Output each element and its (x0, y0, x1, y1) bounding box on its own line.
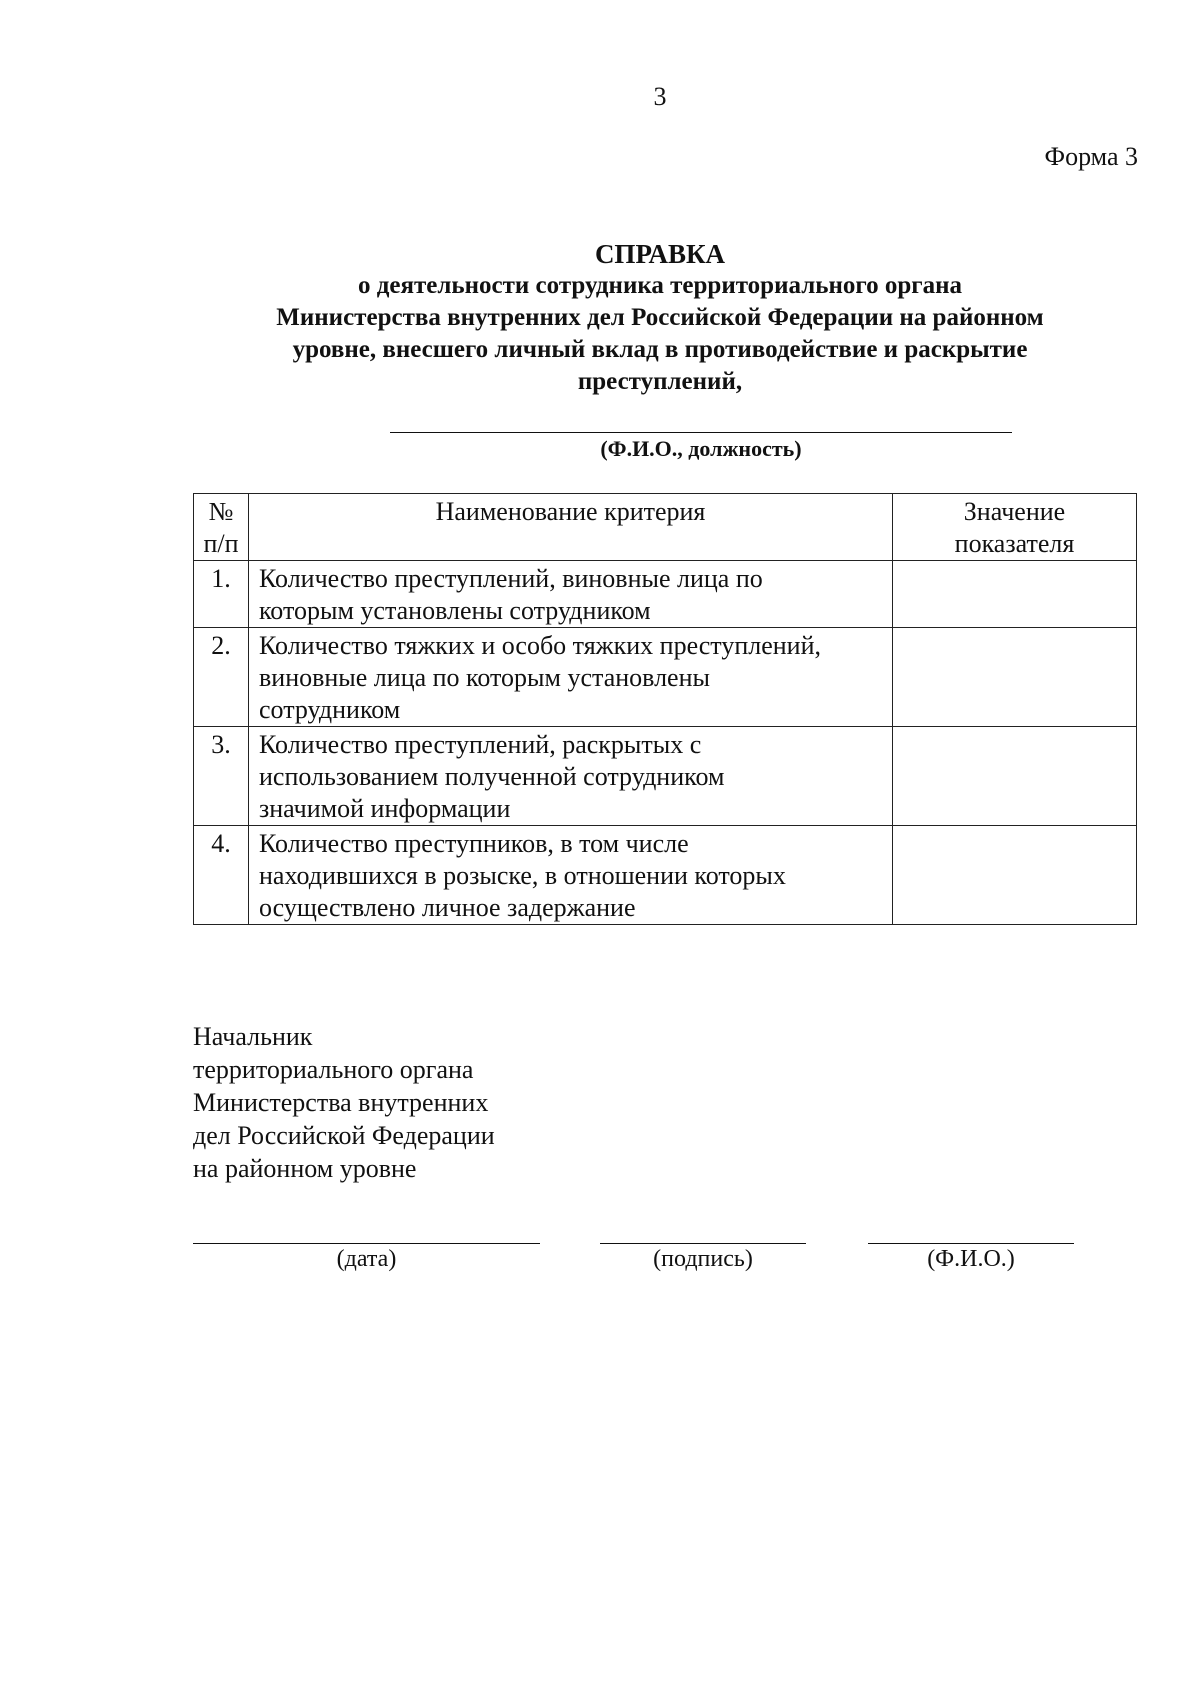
criterion-line: Количество преступников, в том числе (259, 829, 689, 858)
signature-field-caption: (подпись) (653, 1246, 753, 1272)
subtitle-line: о деятельности сотрудника территориального органа (357, 272, 963, 299)
name-field-line[interactable] (390, 432, 1012, 433)
row-criterion (249, 727, 893, 826)
criterion-line: использованием полученной сотрудником (259, 762, 725, 791)
table-row (194, 561, 1137, 628)
subtitle-line: преступлений, (577, 368, 743, 395)
criterion-line: значимой информации (259, 794, 511, 823)
signatory-line: Министерства внутренних (193, 1088, 489, 1117)
subtitle-line: уровне, внесшего личный вклад в противодействие и раскрытие (292, 336, 1028, 363)
criterion-line: осуществлено личное задержание (259, 893, 636, 922)
subtitle-line: Министерства внутренних дел Российской Федерации на районном (276, 304, 1044, 331)
header-number-line: п/п (203, 529, 239, 558)
criterion-line: Количество преступлений, виновные лица по (259, 564, 763, 593)
criteria-table (193, 493, 1137, 925)
header-value-line: Значение (963, 497, 1066, 526)
signatory-line: территориального органа (193, 1055, 474, 1084)
signatory-line: Начальник (193, 1022, 313, 1051)
row-criterion (249, 628, 893, 727)
table-row (194, 826, 1137, 925)
header-number (194, 494, 249, 561)
header-number-line: № (208, 497, 234, 526)
name-field-caption: (Ф.И.О., должность) (600, 436, 802, 461)
table-row (194, 628, 1137, 727)
table-header-row (194, 494, 1137, 561)
criterion-line: сотрудником (259, 695, 401, 724)
document-title: СПРАВКА (594, 239, 726, 269)
criterion-line: которым установлены сотрудником (259, 596, 651, 625)
date-field-line[interactable] (193, 1243, 540, 1244)
table-row (194, 727, 1137, 826)
criterion-line: Количество преступлений, раскрытых с (259, 730, 702, 759)
header-value-line: показателя (954, 529, 1075, 558)
row-value-cell[interactable] (893, 561, 1137, 628)
page-number: 3 (653, 82, 667, 111)
fio-field-line[interactable] (868, 1243, 1074, 1244)
signatory-line: дел Российской Федерации (193, 1121, 495, 1150)
criterion-line: находившихся в розыске, в отношении которых (259, 861, 786, 890)
row-criterion (249, 826, 893, 925)
form-label: Форма 3 (1044, 142, 1138, 171)
criterion-line: Количество тяжких и особо тяжких преступлений, (259, 631, 821, 660)
row-value-cell[interactable] (893, 727, 1137, 826)
row-criterion (249, 561, 893, 628)
fio-field-caption: (Ф.И.О.) (927, 1246, 1015, 1272)
row-number: 1. (194, 561, 249, 628)
date-field-caption: (дата) (336, 1246, 397, 1272)
header-criterion: Наименование критерия (249, 494, 893, 561)
title-block (180, 238, 1140, 398)
signatory-line: на районном уровне (193, 1154, 417, 1183)
signatory-block (193, 1020, 495, 1185)
header-value (893, 494, 1137, 561)
criterion-line: виновные лица по которым установлены (259, 663, 710, 692)
row-value-cell[interactable] (893, 628, 1137, 727)
row-number: 2. (194, 628, 249, 727)
row-value-cell[interactable] (893, 826, 1137, 925)
row-number: 4. (194, 826, 249, 925)
signature-field-line[interactable] (600, 1243, 806, 1244)
row-number: 3. (194, 727, 249, 826)
